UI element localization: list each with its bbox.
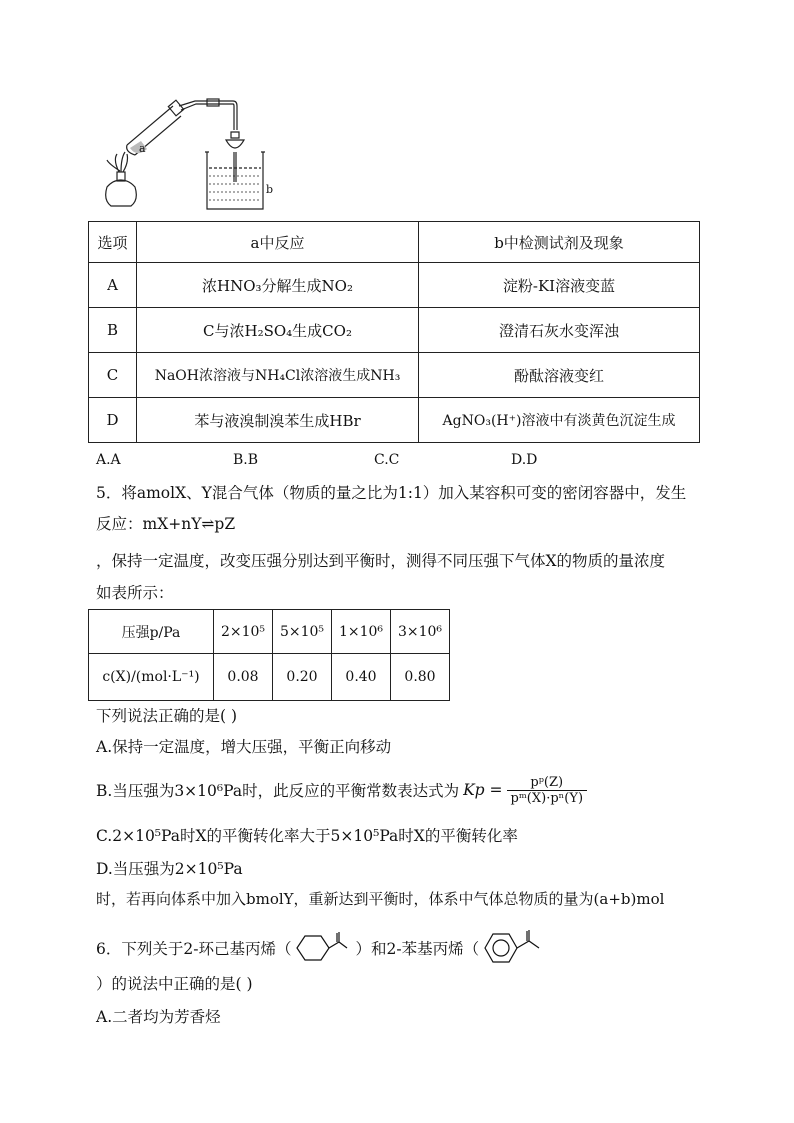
cyclohexyl-propene-structure — [291, 930, 355, 966]
q5-option-b — [96, 770, 587, 810]
apparatus-diagram — [95, 92, 285, 217]
pressure-value: 3×10⁶ — [391, 610, 450, 654]
row-option: B — [89, 308, 137, 353]
kp-fraction — [507, 775, 588, 806]
label-a: a — [139, 142, 146, 155]
q6-option-a: A.二者均为芳香烃 — [96, 1008, 221, 1026]
pressure-value: 5×10⁵ — [273, 610, 332, 654]
header-reaction: a中反应 — [137, 222, 419, 263]
concentration-value: 0.08 — [214, 654, 273, 701]
q5-stem-line3: ，保持一定温度，改变压强分别达到平衡时，测得不同压强下气体X的物质的量浓度 — [96, 552, 666, 570]
row-reaction: NaOH浓溶液与NH₄Cl浓溶液生成NH₃ — [137, 353, 419, 398]
q6-stem-a: 6．下列关于2-环己基丙烯（ — [96, 940, 292, 958]
q5-prompt: 下列说法正确的是( ) — [96, 707, 238, 725]
header-detect: b中检测试剂及现象 — [419, 222, 700, 263]
phenyl-propene-structure — [479, 928, 551, 968]
row-option: C — [89, 353, 137, 398]
row-detect: 澄清石灰水变浑浊 — [419, 308, 700, 353]
pressure-value: 1×10⁶ — [332, 610, 391, 654]
row-reaction: C与浓H₂SO₄生成CO₂ — [137, 308, 419, 353]
q5-stem-line2: 反应：mX+nY⇌pZ — [96, 515, 236, 533]
q5-option-d-line2: 时，若再向体系中加入bmolY，重新达到平衡时，体系中气体总物质的量为(a+b)mol — [96, 890, 665, 908]
q5-option-a: A.保持一定温度，增大压强，平衡正向移动 — [96, 738, 392, 756]
option-d: D.D — [511, 452, 538, 468]
concentration-value: 0.20 — [273, 654, 332, 701]
pressure-value: 2×10⁵ — [214, 610, 273, 654]
option-b: B.B — [233, 452, 259, 468]
q4-options-table — [88, 221, 700, 443]
q5-option-c: C.2×10⁵Pa时X的平衡转化率大于5×10⁵Pa时X的平衡转化率 — [96, 827, 518, 845]
q5-stem-line4: 如表所示： — [96, 584, 174, 602]
row-detect: 淀粉-KI溶液变蓝 — [419, 263, 700, 308]
concentration-value: 0.40 — [332, 654, 391, 701]
q6-stem-line2: ）的说法中正确的是( ) — [96, 975, 253, 993]
row-reaction: 浓HNO₃分解生成NO₂ — [137, 263, 419, 308]
option-b-text: B.当压强为3×10⁶Pa时，此反应的平衡常数表达式为 — [96, 782, 460, 800]
option-c: C.C — [374, 452, 400, 468]
q6-stem-line1 — [96, 928, 551, 968]
header-option: 选项 — [89, 222, 137, 263]
option-a: A.A — [96, 452, 121, 468]
row-option: A — [89, 263, 137, 308]
row-reaction: 苯与液溴制溴苯生成HBr — [137, 398, 419, 443]
kp-denominator: pᵐ(X)·pⁿ(Y) — [510, 790, 584, 806]
kp-symbol: Kp = — [463, 781, 503, 799]
concentration-header: c(X)/(mol·L⁻¹) — [89, 654, 214, 701]
kp-numerator: pᵖ(Z) — [507, 775, 588, 791]
q5-stem-line1: 5．将amolX、Y混合气体（物质的量之比为1:1）加入某容积可变的密闭容器中，发生 — [96, 484, 687, 502]
pressure-header: 压强p/Pa — [89, 610, 214, 654]
label-b: b — [266, 183, 274, 196]
row-detect: AgNO₃(H⁺)溶液中有淡黄色沉淀生成 — [419, 398, 700, 443]
row-detect: 酚酞溶液变红 — [419, 353, 700, 398]
concentration-value: 0.80 — [391, 654, 450, 701]
q6-stem-b: ）和2-苯基丙烯（ — [355, 940, 480, 958]
q5-option-d-line1: D.当压强为2×10⁵Pa — [96, 860, 243, 878]
row-option: D — [89, 398, 137, 443]
q5-pressure-table — [88, 609, 450, 701]
